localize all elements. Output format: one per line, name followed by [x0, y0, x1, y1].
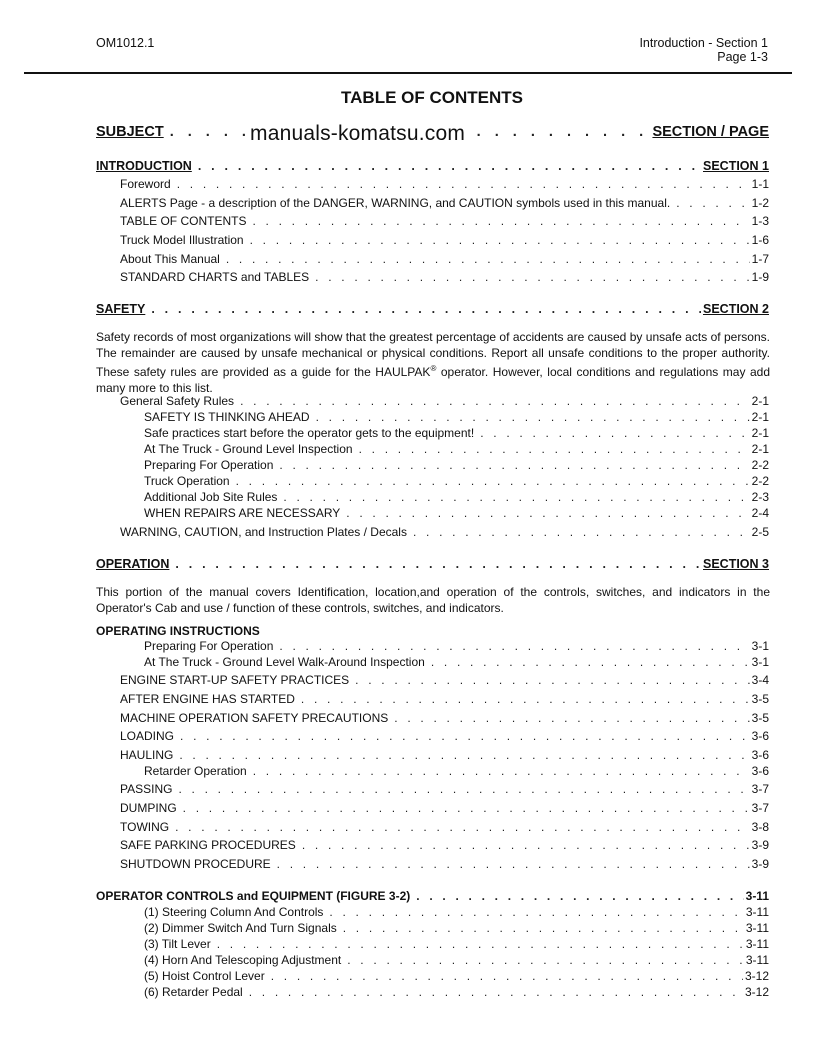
- toc-entry-page: 1-3: [751, 214, 769, 228]
- leader-dots: [250, 233, 750, 247]
- leader-dots: [394, 711, 749, 725]
- toc-entry-machine-operation-safety[interactable]: [120, 711, 769, 729]
- toc-entry-page: 3-5: [751, 711, 769, 725]
- operation-heading-row[interactable]: [96, 557, 769, 575]
- toc-entry-label: WARNING, CAUTION, and Instruction Plates / Decals: [120, 525, 407, 539]
- toc-entry-label: TABLE OF CONTENTS: [120, 214, 247, 228]
- leader-dots: [431, 655, 750, 669]
- leader-dots: [198, 159, 701, 173]
- leader-dots: [347, 953, 744, 967]
- operator-controls-heading: OPERATOR CONTROLS and EQUIPMENT (FIGURE 3-2): [96, 889, 411, 903]
- toc-entry-page: 3-1: [751, 655, 769, 669]
- leader-dots: [346, 506, 749, 520]
- toc-entry-shutdown-procedure[interactable]: [120, 857, 769, 875]
- toc-entry-label: STANDARD CHARTS and TABLES: [120, 270, 310, 284]
- leader-dots: [240, 394, 750, 408]
- subject-column-label: SUBJECT: [96, 124, 164, 140]
- leader-dots: [236, 474, 750, 488]
- leader-dots: [279, 458, 749, 472]
- toc-entry-page: 2-1: [751, 410, 769, 424]
- toc-entry-retarder-pedal[interactable]: [144, 985, 769, 1003]
- leader-dots: [355, 673, 749, 687]
- section-page-column-label: SECTION / PAGE: [652, 124, 769, 140]
- leader-dots: [316, 410, 750, 424]
- introduction-section: SECTION 1: [703, 159, 769, 173]
- leader-dots: [183, 801, 750, 815]
- introduction-heading-row[interactable]: [96, 159, 769, 177]
- toc-entry-page: 3-5: [751, 692, 769, 706]
- toc-entry-label: HAULING: [120, 748, 174, 762]
- toc-entry-label: AFTER ENGINE HAS STARTED: [120, 692, 295, 706]
- toc-entry-label: TOWING: [120, 820, 170, 834]
- toc-entry-label: At The Truck - Ground Level Walk-Around Inspection: [144, 655, 425, 669]
- toc-entry-label: Truck Operation: [144, 474, 230, 488]
- toc-entry-page: 3-9: [751, 838, 769, 852]
- toc-entry-label: SHUTDOWN PROCEDURE: [120, 857, 271, 871]
- toc-entry-page: 1-1: [751, 177, 769, 191]
- header-page-line: Page 1-3: [717, 50, 768, 64]
- toc-entry-page: 2-2: [751, 474, 769, 488]
- toc-entry-page: 3-11: [745, 905, 769, 919]
- leader-dots: [329, 905, 743, 919]
- toc-entry-walk-around-inspection[interactable]: [144, 655, 769, 673]
- toc-entry-label: General Safety Rules: [120, 394, 235, 408]
- registered-mark: ®: [430, 364, 437, 373]
- toc-entry-warning-plates-decals[interactable]: [120, 525, 769, 543]
- leader-dots: [676, 196, 749, 210]
- toc-entry-page: 3-8: [751, 820, 769, 834]
- leader-dots: [343, 921, 744, 935]
- toc-entry-page: 3-11: [745, 953, 769, 967]
- leader-dots: [277, 857, 750, 871]
- leader-dots: [253, 764, 750, 778]
- header-doc-id: OM1012.1: [96, 36, 155, 50]
- safety-heading: SAFETY: [96, 302, 146, 316]
- toc-entry-label: SAFETY IS THINKING AHEAD: [144, 410, 310, 424]
- toc-entry-label: Additional Job Site Rules: [144, 490, 278, 504]
- leader-dots: [180, 729, 750, 743]
- toc-entry-label: (2) Dimmer Switch And Turn Signals: [144, 921, 337, 935]
- toc-entry-page: 1-2: [751, 196, 769, 210]
- toc-entry-about-this-manual[interactable]: [120, 252, 769, 270]
- toc-entry-page: 3-1: [751, 639, 769, 653]
- toc-entry-dumping[interactable]: [120, 801, 769, 819]
- toc-entry-truck-model-illustration[interactable]: [120, 233, 769, 251]
- toc-entry-label: Safe practices start before the operator gets to the equipment!: [144, 426, 475, 440]
- toc-entry-table-of-contents[interactable]: [120, 214, 769, 232]
- toc-entry-page: 3-12: [744, 969, 769, 983]
- toc-entry-page: 2-5: [751, 525, 769, 539]
- toc-entry-label: (4) Horn And Telescoping Adjustment: [144, 953, 342, 967]
- toc-entry-page: 2-1: [751, 442, 769, 456]
- toc-entry-page: 2-3: [751, 490, 769, 504]
- toc-entry-page: 3-6: [751, 729, 769, 743]
- toc-entry-label: (6) Retarder Pedal: [144, 985, 243, 999]
- toc-entry-page: 3-7: [751, 782, 769, 796]
- header-section-info: [639, 36, 768, 64]
- toc-entry-safe-parking[interactable]: [120, 838, 769, 856]
- toc-entry-page: 2-1: [751, 426, 769, 440]
- toc-entry-label: DUMPING: [120, 801, 177, 815]
- toc-entry-page: 2-2: [751, 458, 769, 472]
- toc-entry-label: Preparing For Operation: [144, 458, 274, 472]
- toc-entry-label: WHEN REPAIRS ARE NECESSARY: [144, 506, 341, 520]
- toc-entry-after-engine-started[interactable]: [120, 692, 769, 710]
- toc-entry-alerts-page[interactable]: [120, 196, 769, 214]
- toc-entry-repairs-necessary[interactable]: [144, 506, 769, 524]
- toc-entry-page: 3-6: [751, 764, 769, 778]
- toc-entry-page: 3-9: [751, 857, 769, 871]
- leader-dots: [302, 838, 750, 852]
- toc-entry-label: Foreword: [120, 177, 171, 191]
- leader-dots: [217, 937, 744, 951]
- safety-section: SECTION 2: [703, 302, 769, 316]
- leader-dots: [151, 302, 701, 316]
- safety-heading-row[interactable]: [96, 302, 769, 320]
- leader-dots: [359, 442, 750, 456]
- toc-entry-label: (3) Tilt Lever: [144, 937, 211, 951]
- toc-entry-label: MACHINE OPERATION SAFETY PRECAUTIONS: [120, 711, 389, 725]
- toc-entry-label: SAFE PARKING PROCEDURES: [120, 838, 296, 852]
- toc-entry-page: 3-6: [751, 748, 769, 762]
- toc-entry-label: ALERTS Page - a description of the DANGER, WARNING, and CAUTION symbols used in this manual.: [120, 196, 671, 210]
- leader-dots: [178, 782, 749, 796]
- leader-dots: [179, 748, 749, 762]
- toc-entry-label: ENGINE START-UP SAFETY PRACTICES: [120, 673, 350, 687]
- leader-dots: [271, 969, 743, 983]
- toc-entry-page: 3-7: [751, 801, 769, 815]
- toc-entry-page: 1-6: [751, 233, 769, 247]
- safety-description: [96, 329, 770, 396]
- toc-entry-page: 3-11: [745, 921, 769, 935]
- leader-dots: [416, 889, 743, 903]
- toc-entry-label: LOADING: [120, 729, 175, 743]
- leader-dots: [480, 426, 749, 440]
- operation-description: This portion of the manual covers Identification, location,and operation of the controls, switches, and indicators in the Operator's Cab and use / function of these controls, switches, and indicators.: [96, 585, 770, 615]
- leader-dots: [177, 177, 750, 191]
- operator-controls-page: 3-11: [745, 889, 769, 903]
- toc-entry-page: 3-12: [744, 985, 769, 999]
- operation-heading: OPERATION: [96, 557, 170, 571]
- leader-dots: [226, 252, 750, 266]
- toc-entry-retarder-operation[interactable]: [144, 764, 769, 782]
- toc-entry-passing[interactable]: [120, 782, 769, 800]
- toc-entry-loading[interactable]: [120, 729, 769, 747]
- toc-entry-towing[interactable]: [120, 820, 769, 838]
- leader-dots: [315, 270, 749, 284]
- leader-dots: [249, 985, 743, 999]
- page-title: TABLE OF CONTENTS: [341, 88, 523, 107]
- leader-dots: [283, 490, 749, 504]
- header-section-line: Introduction - Section 1: [639, 36, 768, 50]
- toc-entry-page: 2-4: [751, 506, 769, 520]
- header-rule: [24, 72, 792, 74]
- safety-description-text-1: Safety records of most organizations will show that the greatest percentage of accidents are caused by unsafe acts of persons. The remainder are caused by unsafe mechanical or physical conditions. Report all unsafe conditions to the proper authority. These safety rules are provided as a guide for the HAULPAK: [96, 330, 770, 379]
- toc-entry-standard-charts[interactable]: [120, 270, 769, 288]
- leader-dots: [279, 639, 749, 653]
- leader-dots: [301, 692, 750, 706]
- toc-entry-foreword[interactable]: [120, 177, 769, 195]
- safety-description-text-2: operator. However, local conditions and regulations may add many more to this list.: [96, 365, 770, 395]
- toc-entry-label: (1) Steering Column And Controls: [144, 905, 324, 919]
- toc-entry-page: 2-1: [751, 394, 769, 408]
- toc-entry-page: 1-7: [751, 252, 769, 266]
- toc-entry-label: Preparing For Operation: [144, 639, 274, 653]
- toc-entry-label: About This Manual: [120, 252, 220, 266]
- toc-entry-page: 1-9: [751, 270, 769, 284]
- leader-dots: [413, 525, 750, 539]
- leader-dots: [175, 557, 701, 571]
- operating-instructions-heading: OPERATING INSTRUCTIONS: [96, 624, 260, 638]
- toc-entry-label: Truck Model Illustration: [120, 233, 244, 247]
- toc-entry-page: 3-11: [745, 937, 769, 951]
- toc-entry-label: (5) Hoist Control Lever: [144, 969, 265, 983]
- leader-dots: [252, 214, 749, 228]
- toc-entry-label: At The Truck - Ground Level Inspection: [144, 442, 353, 456]
- toc-entry-label: PASSING: [120, 782, 173, 796]
- operation-section: SECTION 3: [703, 557, 769, 571]
- toc-entry-engine-start-up[interactable]: [120, 673, 769, 691]
- watermark: manuals-komatsu.com: [246, 122, 469, 146]
- leader-dots: [175, 820, 750, 834]
- toc-entry-label: Retarder Operation: [144, 764, 247, 778]
- toc-entry-page: 3-4: [751, 673, 769, 687]
- introduction-heading: INTRODUCTION: [96, 159, 192, 173]
